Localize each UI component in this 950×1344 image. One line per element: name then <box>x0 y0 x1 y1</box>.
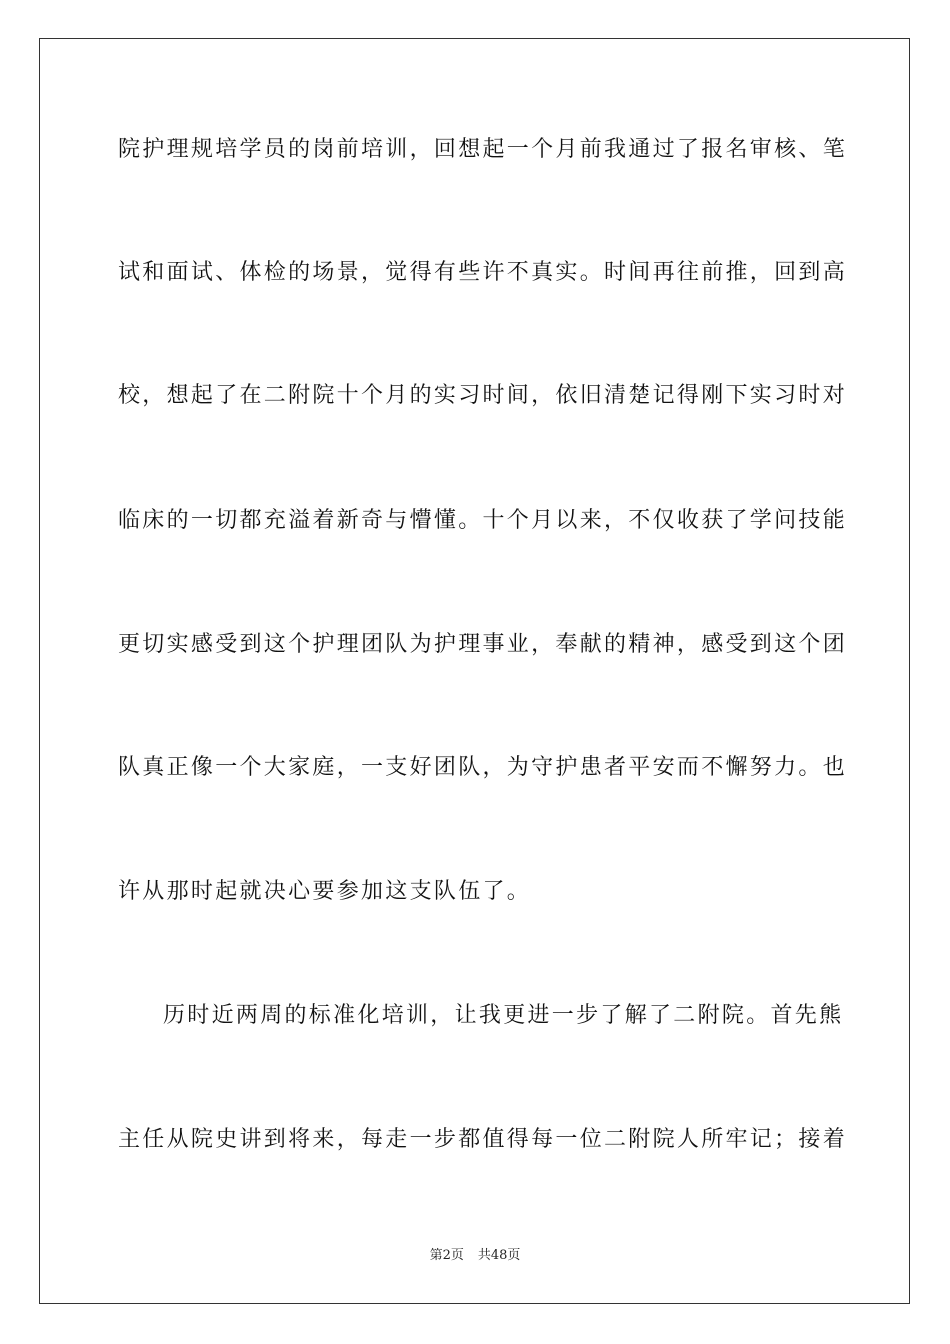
page-total: 共48页 <box>477 1248 521 1263</box>
paragraph-line: 临床的一切都充溢着新奇与懵懂。十个月以来，不仅收获了学问技能 <box>118 508 848 533</box>
paragraph-line-indented: 历时近两周的标准化培训，让我更进一步了解了二附院。首先熊 <box>163 1003 844 1028</box>
paragraph-line: 主任从院史讲到将来，每走一步都值得每一位二附院人所牢记；接着 <box>118 1127 848 1152</box>
page-border <box>39 38 910 1304</box>
paragraph-line: 更切实感受到这个护理团队为护理事业，奉献的精神，感受到这个团 <box>118 632 848 657</box>
paragraph-line: 院护理规培学员的岗前培训，回想起一个月前我通过了报名审核、笔 <box>118 137 848 162</box>
page-number: 第2页 <box>429 1248 464 1263</box>
page-footer <box>0 1247 950 1265</box>
paragraph-line: 校，想起了在二附院十个月的实习时间，依旧清楚记得刚下实习时对 <box>118 383 848 408</box>
paragraph-line: 许从那时起就决心要参加这支队伍了。 <box>118 879 532 904</box>
paragraph-line: 队真正像一个大家庭，一支好团队，为守护患者平安而不懈努力。也 <box>118 755 848 780</box>
paragraph-line: 试和面试、体检的场景，觉得有些许不真实。时间再往前推，回到高 <box>118 260 848 285</box>
